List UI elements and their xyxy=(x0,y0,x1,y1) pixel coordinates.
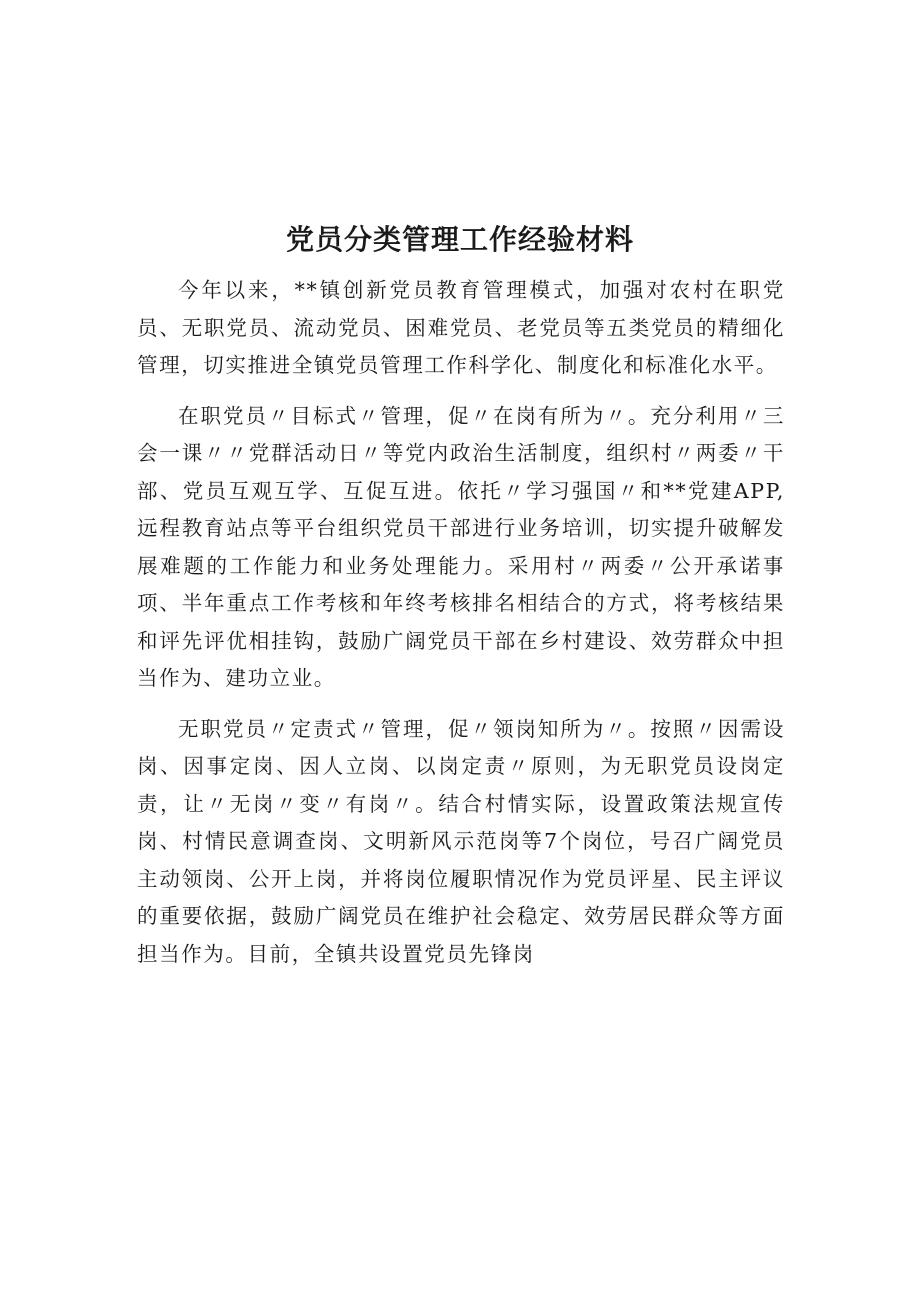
paragraph-intro: 今年以来，**镇创新党员教育管理模式，加强对农村在职党员、无职党员、流动党员、困难党员、老党员等五类党员的精细化管理，切实推进全镇党员管理工作科学化、制度化和标准化水平。 xyxy=(137,278,785,377)
document-title: 党员分类管理工作经验材料 xyxy=(285,223,634,256)
document-body xyxy=(137,272,785,986)
paragraph-unemployed-members: 无职党员〃定责式〃管理，促〃领岗知所为〃。按照〃因需设岗、因事定岗、因人立岗、以岗定责〃原则，为无职党员设岗定责，让〃无岗〃变〃有岗〃。结合村情实际，设置政策法规宣传岗、村情民意调查岗、文明新风示范岗等7个岗位，号召广阔党员主动领岗、公开上岗，并将岗位履职情况作为党员评星、民主评议的重要依据，鼓励广阔党员在维护社会稳定、效劳居民群众等方面担当作为。目前，全镇共设置党员先锋岗 xyxy=(137,716,785,966)
paragraph-in-service-members: 在职党员〃目标式〃管理，促〃在岗有所为〃。充分利用〃三会一课〃〃党群活动日〃等党内政治生活制度，组织村〃两委〃干部、党员互观互学、互促互进。依托〃学习强国〃和**党建APP,远程教育站点等平台组织党员干部进行业务培训，切实提升破解发展难题的工作能力和业务处理能力。采用村〃两委〃公开承诺事项、半年重点工作考核和年终考核排名相结合的方式，将考核结果和评先评优相挂钩，鼓励广阔党员干部在乡村建设、效劳群众中担当作为、建功立业。 xyxy=(137,403,785,690)
